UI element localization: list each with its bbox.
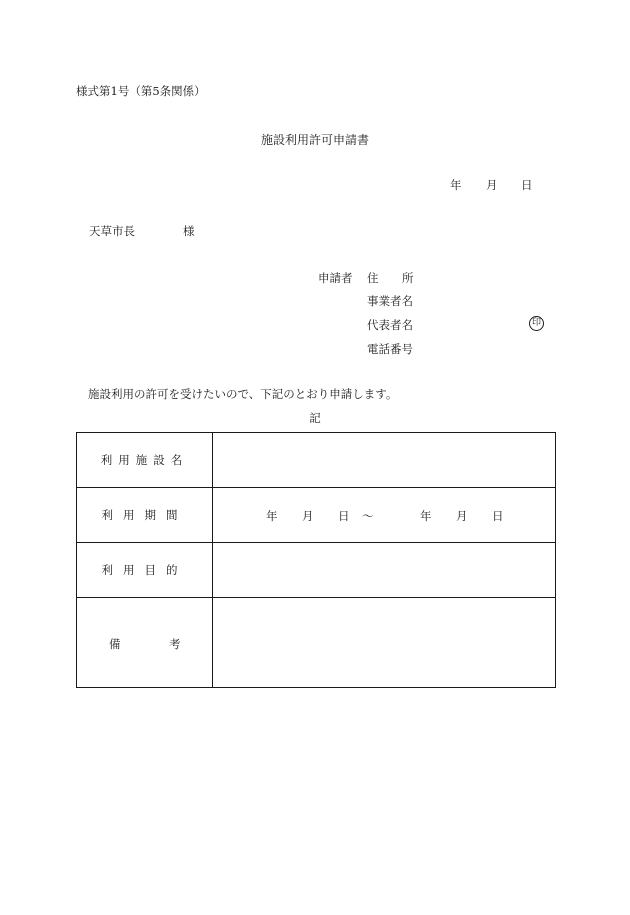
address-label-char-1: 住: [367, 271, 379, 285]
period-value-cell[interactable]: [213, 488, 556, 543]
addressee-name: 天草市長: [89, 224, 135, 238]
seal-mark: 印: [529, 316, 544, 331]
period-label-cell: [77, 488, 213, 543]
ki-heading: 記: [309, 411, 321, 425]
period-label: 利用期間: [101, 508, 188, 522]
remarks-value-cell[interactable]: [213, 598, 556, 688]
purpose-value-cell[interactable]: [213, 543, 556, 598]
page-title: 施設利用許可申請書: [260, 133, 369, 147]
facility-label: 利用施設名: [100, 453, 189, 467]
application-statement: 施設利用の許可を受けたいので、下記のとおり申請します。: [88, 387, 398, 401]
facility-value-cell[interactable]: [213, 433, 556, 488]
remarks-label-char-2: 考: [169, 636, 181, 651]
business-name-label: 事業者名: [367, 294, 413, 308]
form-number: 様式第1号（第5条関係）: [76, 84, 206, 98]
addressee-suffix: 様: [183, 224, 195, 238]
period-day-1: 日: [338, 509, 350, 523]
application-date: [0, 180, 630, 194]
date-month-label: 月: [486, 178, 498, 192]
purpose-label: 利用目的: [101, 563, 188, 577]
period-values: [213, 508, 555, 522]
period-month-1: 月: [302, 509, 314, 523]
period-day-2: 日: [492, 509, 504, 523]
period-month-2: 月: [456, 509, 468, 523]
details-table: [76, 432, 556, 688]
facility-label-cell: [77, 433, 213, 488]
applicant-label: 申請者: [318, 271, 353, 285]
table-row-facility: [77, 433, 556, 488]
representative-label: 代表者名: [367, 318, 413, 332]
table-row-remarks: [77, 598, 556, 688]
period-tilde: ～: [362, 509, 374, 523]
applicant-address-label: [367, 271, 414, 285]
period-year-2: 年: [420, 509, 432, 523]
table-row-purpose: [77, 543, 556, 598]
date-day-label: 日: [521, 178, 533, 192]
address-label-char-2: 所: [402, 271, 414, 285]
remarks-label-cell: [77, 598, 213, 688]
table-row-period: [77, 488, 556, 543]
date-year-label: 年: [450, 178, 462, 192]
phone-label: 電話番号: [367, 342, 413, 356]
remarks-label-char-1: 備: [109, 636, 121, 651]
addressee: [89, 224, 195, 238]
purpose-label-cell: [77, 543, 213, 598]
remarks-label: [77, 636, 212, 650]
period-year-1: 年: [266, 509, 278, 523]
